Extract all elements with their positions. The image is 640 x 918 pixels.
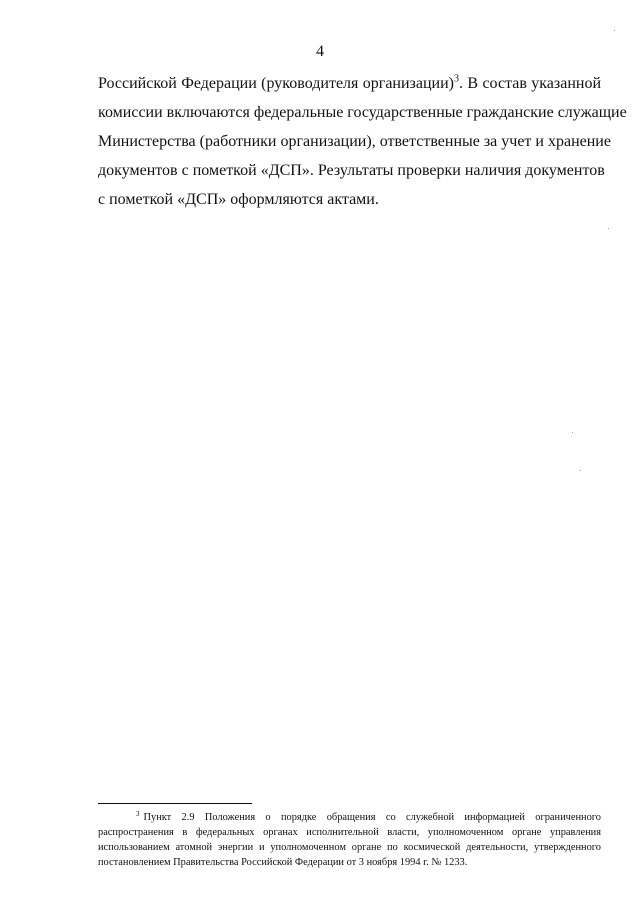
footnote	[98, 810, 601, 870]
footnote-line-2: распространения в федеральных органах исполнительной власти, уполномоченном органе управления	[98, 827, 601, 838]
body-line-3: Министерства (работники организации), ответственные за учет и хранение	[98, 133, 611, 150]
footnote-line-1	[98, 810, 601, 825]
footnote-separator	[98, 803, 252, 804]
body-line-5: с пометкой «ДСП» оформляются актами.	[98, 191, 379, 208]
scan-speck	[614, 30, 615, 31]
footnote-line-3: использованием атомной энергии и уполномоченном органе по космической деятельности, утвержденного	[98, 842, 601, 853]
scan-speck	[608, 228, 609, 229]
body-line-1-text: Российской Федерации (руководителя организации)	[98, 75, 454, 92]
page-number: 4	[316, 43, 324, 60]
body-line-4: документов с пометкой «ДСП». Результаты проверки наличия документов	[98, 162, 605, 179]
body-line-2: комиссии включаются федеральные государственные гражданские служащие	[98, 104, 627, 121]
body-line-1-tail: . В состав указанной	[459, 75, 602, 92]
footnote-line-1-text: Пункт 2.9 Положения о порядке обращения со служебной информацией ограниченного	[143, 812, 601, 823]
scan-speck	[572, 432, 573, 433]
scan-speck	[580, 470, 581, 471]
footnote-mark: 3	[136, 809, 140, 818]
body-line-1	[98, 73, 601, 102]
footnote-reference: 3	[454, 73, 459, 85]
footnote-line-4: постановлением Правительства Российской Федерации от 3 ноября 1994 г. № 1233.	[98, 857, 468, 868]
body-paragraph	[98, 73, 627, 218]
